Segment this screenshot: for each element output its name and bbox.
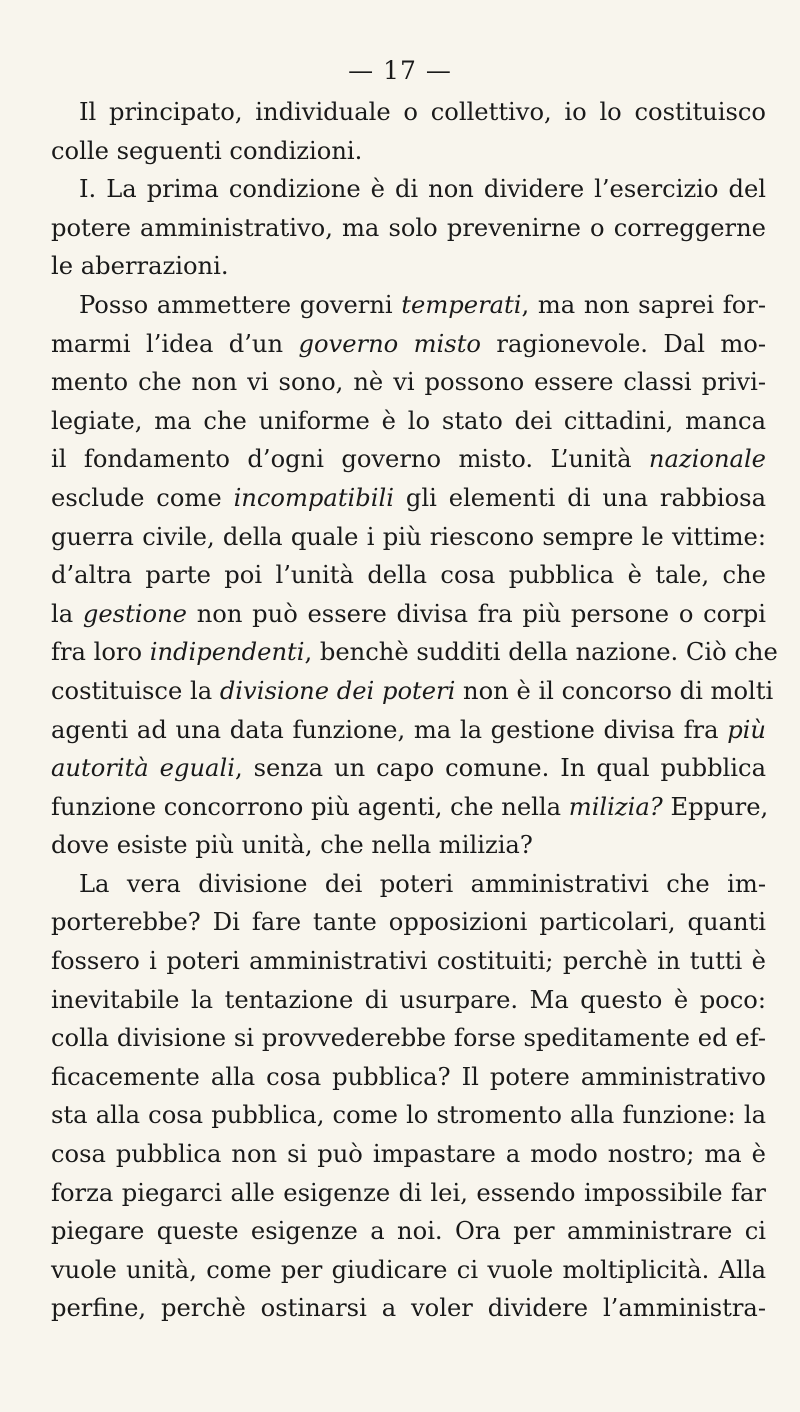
text-line bbox=[51, 132, 766, 171]
text-segment: guerra civile, della quale i più riescono sempre le vittime: bbox=[51, 522, 766, 551]
text-line bbox=[51, 672, 774, 711]
text-segment: funzione concorrono più agenti, che nella bbox=[51, 792, 569, 821]
text-line bbox=[51, 1135, 766, 1174]
text-segment: La vera divisione dei poteri amministrativi che im- bbox=[79, 869, 766, 898]
text-segment: Eppure, bbox=[662, 792, 769, 821]
text-segment: legiate, ma che uniforme è lo stato dei cittadini, manca bbox=[51, 406, 766, 435]
text-segment: inevitabile la tentazione di usurpare. Ma questo è poco: bbox=[51, 985, 766, 1014]
page-number: — 17 — bbox=[348, 56, 452, 85]
text-line bbox=[51, 1289, 766, 1328]
text-line bbox=[51, 440, 766, 479]
text-segment: Posso ammettere governi bbox=[79, 290, 402, 319]
text-line bbox=[51, 518, 766, 557]
text-line bbox=[51, 93, 766, 132]
text-line bbox=[51, 402, 766, 441]
text-segment: vuole unità, come per giudicare ci vuole moltiplicità. Alla bbox=[51, 1255, 766, 1284]
text-line bbox=[51, 209, 766, 248]
text-line bbox=[51, 633, 778, 672]
text-segment: , ma non saprei for- bbox=[521, 290, 766, 319]
text-segment: potere amministrativo, ma solo prevenirne o correggerne bbox=[51, 213, 766, 242]
text-line bbox=[51, 981, 766, 1020]
italic-text: incompatibili bbox=[233, 483, 394, 512]
text-segment: non è il concorso di molti bbox=[455, 676, 774, 705]
text-line bbox=[51, 247, 766, 286]
text-segment: le aberrazioni. bbox=[51, 252, 229, 281]
text-segment: colle seguenti condizioni. bbox=[51, 136, 363, 165]
text-segment: d’altra parte poi l’unità della cosa pubblica è tale, che bbox=[51, 561, 766, 590]
text-segment: la bbox=[51, 599, 83, 628]
text-segment: mento che non vi sono, nè vi possono essere classi privi- bbox=[51, 368, 766, 397]
italic-text: indipendenti bbox=[149, 638, 305, 667]
text-segment: piegare queste esigenze a noi. Ora per amministrare ci bbox=[51, 1217, 766, 1246]
text-line bbox=[51, 1251, 766, 1290]
text-segment: porterebbe? Di fare tante opposizioni particolari, quanti bbox=[51, 908, 766, 937]
text-segment: non può essere divisa fra più persone o corpi bbox=[187, 599, 766, 628]
text-line bbox=[51, 1019, 766, 1058]
italic-text: autorità eguali bbox=[51, 754, 235, 783]
text-segment: dove esiste più unità, che nella milizia? bbox=[51, 831, 533, 860]
text-line bbox=[51, 1174, 766, 1213]
text-segment: il fondamento d’ogni governo misto. L’unità bbox=[51, 445, 649, 474]
text-line bbox=[51, 826, 766, 865]
text-segment: , senza un capo comune. In qual pubblica bbox=[234, 754, 766, 783]
italic-text: milizia? bbox=[568, 792, 663, 821]
text-segment: ficacemente alla cosa pubblica? Il potere amministrativo bbox=[51, 1062, 766, 1091]
text-line bbox=[51, 749, 766, 788]
text-segment: I. La prima condizione è di non dividere l’esercizio del bbox=[79, 175, 766, 204]
italic-text: nazionale bbox=[648, 445, 766, 474]
text-segment: esclude come bbox=[51, 483, 234, 512]
text-line bbox=[51, 363, 766, 402]
text-line bbox=[51, 479, 766, 518]
text-line bbox=[51, 788, 769, 827]
italic-text: temperati bbox=[401, 290, 522, 319]
text-segment: fossero i poteri amministrativi costituiti; perchè in tutti è bbox=[51, 947, 766, 976]
text-line bbox=[51, 595, 766, 634]
text-line bbox=[51, 942, 766, 981]
text-segment: forza piegarci alle esigenze di lei, essendo impossibile far bbox=[51, 1178, 766, 1207]
italic-text: gestione bbox=[82, 599, 187, 628]
text-line bbox=[51, 286, 766, 325]
text-segment: ragionevole. Dal mo- bbox=[480, 329, 767, 358]
text-line bbox=[51, 556, 766, 595]
text-line bbox=[51, 1212, 766, 1251]
text-segment: cosa pubblica non si può impastare a modo nostro; ma è bbox=[51, 1140, 766, 1169]
text-line bbox=[51, 1058, 766, 1097]
text-segment: sta alla cosa pubblica, come lo stromento alla funzione: la bbox=[51, 1101, 766, 1130]
italic-text: governo misto bbox=[298, 329, 481, 358]
text-segment: marmi l’idea d’un bbox=[51, 329, 299, 358]
text-line bbox=[51, 903, 766, 942]
body-text bbox=[51, 93, 778, 1328]
text-segment: Il principato, individuale o collettivo, io lo costituisco bbox=[79, 98, 766, 126]
italic-text: più bbox=[727, 715, 766, 744]
text-line bbox=[51, 865, 766, 904]
text-segment: , benchè sudditi della nazione. Ciò che bbox=[304, 638, 778, 667]
text-line bbox=[51, 1096, 766, 1135]
text-segment: perfine, perchè ostinarsi a voler dividere l’amministra- bbox=[51, 1294, 766, 1323]
text-segment: gli elementi di una rabbiosa bbox=[393, 483, 766, 512]
text-line bbox=[51, 325, 766, 364]
text-segment: fra loro bbox=[51, 638, 150, 667]
text-line bbox=[51, 711, 766, 750]
text-segment: colla divisione si provvederebbe forse speditamente ed ef- bbox=[51, 1024, 766, 1053]
text-line bbox=[51, 170, 766, 209]
text-segment: costituisce la bbox=[51, 676, 220, 705]
text-segment: agenti ad una data funzione, ma la gestione divisa fra bbox=[51, 715, 728, 744]
italic-text: divisione dei poteri bbox=[219, 676, 456, 705]
